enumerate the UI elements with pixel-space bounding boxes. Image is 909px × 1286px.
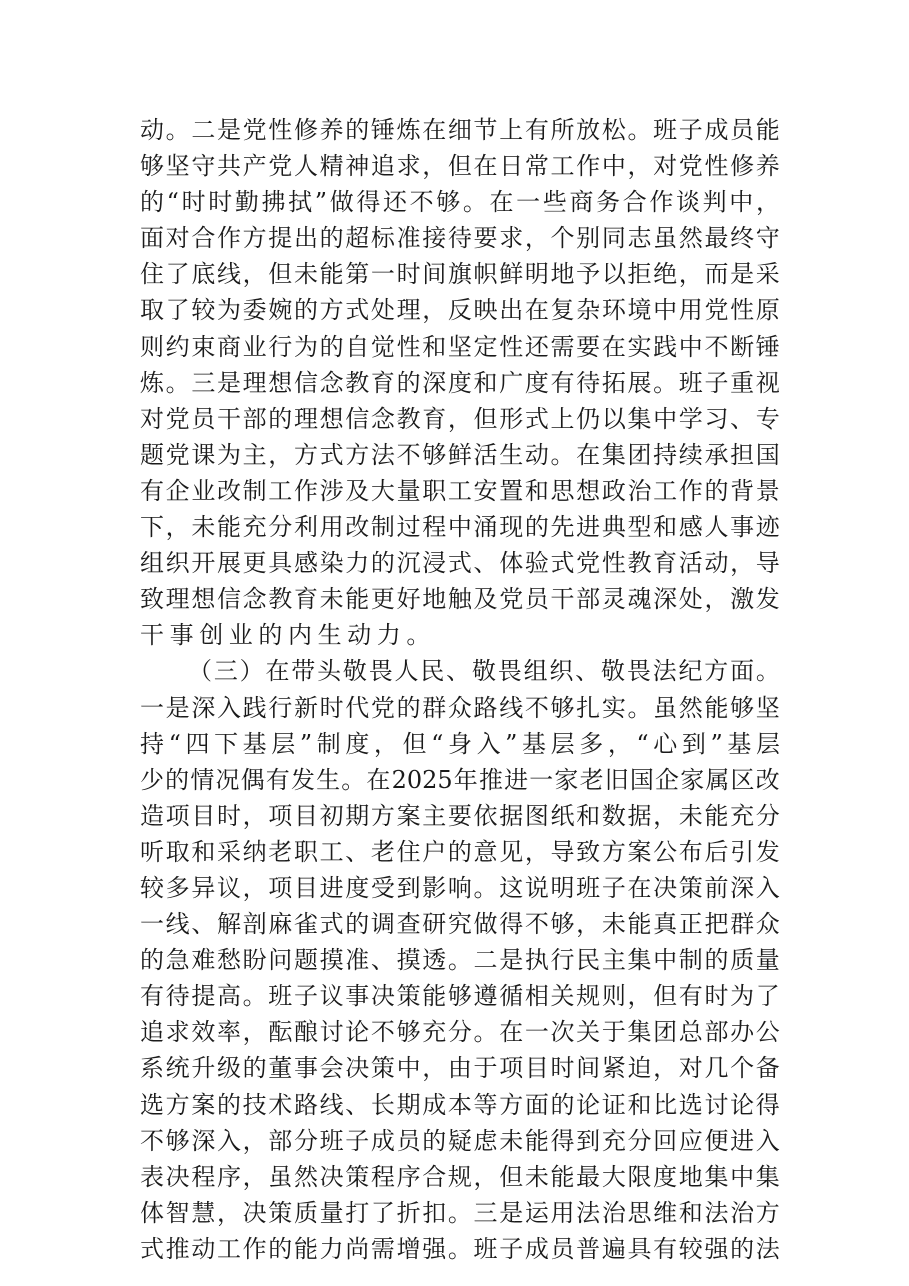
text-line: 听 取 和 采 纳 老 职 工 、 老 住 户 的 意 见 ， 导 致 方 案 公 布 后 引 发 [140, 837, 780, 866]
text-line: 较 多 异 议 ， 项 目 进 度 受 到 影 响 。 这 说 明 班 子 在 决 策 前 深 入 [140, 873, 780, 902]
text-line: 对 党 员 干 部 的 理 想 信 念 教 育 ， 但 形 式 上 仍 以 集 中 学 习 、 专 [140, 404, 780, 433]
text-line: 的 急 难 愁 盼 问 题 摸 准 、 摸 透 。 二 是 执 行 民 主 集 中 制 的 质 量 [140, 946, 780, 975]
text-line: 选 方 案 的 技 术 路 线 、 长 期 成 本 等 方 面 的 论 证 和 比 选 讨 论 得 [140, 1090, 780, 1119]
text-line: 则 约 束 商 业 行 为 的 自 觉 性 和 坚 定 性 还 需 要 在 实 践 中 不 断 锤 [140, 332, 780, 361]
text-line: 有 企 业 改 制 工 作 涉 及 大 量 职 工 安 置 和 思 想 政 治 工 作 的 背 景 [140, 476, 780, 505]
text-line: 取 了 较 为 委 婉 的 方 式 处 理 ， 反 映 出 在 复 杂 环 境 中 用 党 性 原 [140, 296, 780, 325]
section-heading-line: （ 三 ） 在 带 头 敬 畏 人 民 、 敬 畏 组 织 、 敬 畏 法 纪 方 面 。 [188, 657, 780, 686]
text-line: 面 对 合 作 方 提 出 的 超 标 准 接 待 要 求 ， 个 别 同 志 虽 然 最 终 守 [140, 224, 780, 253]
text-line: 表 决 程 序 ， 虽 然 决 策 程 序 合 规 ， 但 未 能 最 大 限 度 地 集 中 集 [140, 1162, 780, 1191]
text-line: 追 求 效 率 ， 酝 酿 讨 论 不 够 充 分 。 在 一 次 关 于 集 团 总 部 办 公 [140, 1018, 780, 1047]
text-line: 体 智 慧 ， 决 策 质 量 打 了 折 扣 。 三 是 运 用 法 治 思 维 和 法 治 方 [140, 1198, 780, 1227]
text-line: 够 坚 守 共 产 党 人 精 神 追 求 ， 但 在 日 常 工 作 中 ， 对 党 性 修 养 [140, 152, 780, 181]
text-line: 持 “ 四 下 基 层 ” 制 度 ， 但 “ 身 入 ” 基 层 多 ， “ 心 到 ” 基 层 [140, 729, 780, 758]
text-line: 不 够 深 入 ， 部 分 班 子 成 员 的 疑 虑 未 能 得 到 充 分 回 应 便 进 入 [140, 1126, 780, 1155]
text-line: 干事创业的内生动力。 [140, 621, 436, 650]
text-line: 的 “ 时 时 勤 拂 拭 ” 做 得 还 不 够 。 在 一 些 商 务 合 作 谈 判 中 ， [140, 188, 780, 217]
text-line: 系 统 升 级 的 董 事 会 决 策 中 ， 由 于 项 目 时 间 紧 迫 ， 对 几 个 备 [140, 1054, 780, 1083]
text-line: 一 是 深 入 践 行 新 时 代 党 的 群 众 路 线 不 够 扎 实 。 虽 然 能 够 坚 [140, 693, 780, 722]
text-line: 致 理 想 信 念 教 育 未 能 更 好 地 触 及 党 员 干 部 灵 魂 深 处 ， 激 发 [140, 585, 780, 614]
text-line: 动 。 二 是 党 性 修 养 的 锤 炼 在 细 节 上 有 所 放 松 。 班 子 成 员 能 [140, 116, 780, 144]
text-line: 造 项 目 时 ， 项 目 初 期 方 案 主 要 依 据 图 纸 和 数 据 ， 未 能 充 分 [140, 801, 780, 830]
text-line: 下 ， 未 能 充 分 利 用 改 制 过 程 中 涌 现 的 先 进 典 型 和 感 人 事 迹 [140, 513, 780, 542]
text-line: 组 织 开 展 更 具 感 染 力 的 沉 浸 式 、 体 验 式 党 性 教 育 活 动 ， 导 [140, 549, 780, 578]
text-line: 少 的 情 况 偶 有 发 生 。 在 2025 年 推 进 一 家 老 旧 国 企 家 属 区 改 [140, 765, 780, 794]
text-line: 住 了 底 线 ， 但 未 能 第 一 时 间 旗 帜 鲜 明 地 予 以 拒 绝 ， 而 是 采 [140, 260, 780, 289]
text-line: 炼 。 三 是 理 想 信 念 教 育 的 深 度 和 广 度 有 待 拓 展 。 班 子 重 视 [140, 368, 780, 397]
text-line: 一 线 、 解 剖 麻 雀 式 的 调 查 研 究 做 得 不 够 ， 未 能 真 正 把 群 众 [140, 910, 780, 939]
text-line: 题 党 课 为 主 ， 方 式 方 法 不 够 鲜 活 生 动 。 在 集 团 持 续 承 担 国 [140, 440, 780, 469]
text-line: 式 推 动 工 作 的 能 力 尚 需 增 强 。 班 子 成 员 普 遍 具 有 较 强 的 法 [140, 1234, 780, 1263]
text-line: 有 待 提 高 。 班 子 议 事 决 策 能 够 遵 循 相 关 规 则 ， 但 有 时 为 了 [140, 982, 780, 1011]
document-body [140, 112, 780, 1267]
